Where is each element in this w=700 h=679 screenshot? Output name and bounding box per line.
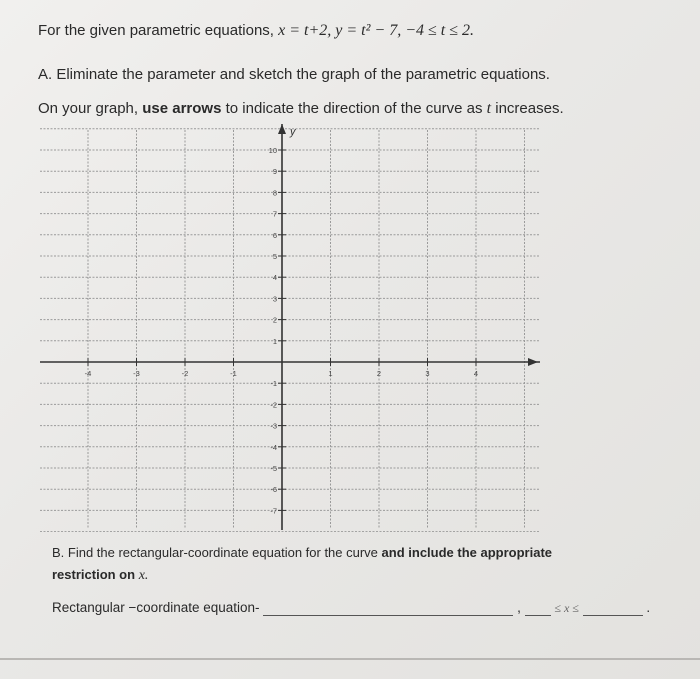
coordinate-grid[interactable]: [40, 122, 540, 532]
y-tick-label: 2: [272, 315, 277, 325]
y-axis-label: y: [290, 126, 296, 138]
y-tick-label: 9: [272, 167, 277, 177]
x-tick-label: 4: [473, 369, 479, 378]
y-tick-label: -1: [270, 379, 277, 389]
x-tick-label: -1: [230, 369, 237, 378]
answer-row: Rectangular −coordinate equation- , ≤ x ≤ .: [52, 600, 651, 615]
grid-svg[interactable]: [40, 122, 540, 532]
y-tick-label: 5: [272, 252, 277, 261]
y-tick-label: 10: [268, 146, 277, 155]
y-tick-label: -5: [270, 464, 277, 473]
answer-label: Rectangular −coordinate equation-: [52, 600, 260, 615]
x-tick-label: 2: [376, 369, 382, 378]
x-tick-label: -4: [84, 369, 92, 378]
y-tick-label: 6: [272, 230, 277, 240]
x-tick-label: -2: [181, 369, 189, 378]
arrow-instruction: On your graph, use arrows to indicate the direction of the curve as t increases.: [38, 100, 564, 117]
x-axis-arrow-icon: [528, 358, 538, 366]
x-tick-label: -3: [133, 369, 140, 378]
y-tick-label: 4: [272, 273, 277, 283]
part-a-instruction: A. Eliminate the parameter and sketch the graph of the parametric equations.: [38, 66, 550, 83]
upper-bound-blank[interactable]: [583, 600, 643, 616]
y-tick-label: 7: [272, 209, 277, 219]
y-tick-label: -2: [270, 400, 277, 410]
y-tick-label: -4: [270, 442, 277, 452]
part-b-instruction: B. Find the rectangular-coordinate equation for the curve and include the appropriate: [52, 545, 553, 560]
problem-statement: For the given parametric equations, x = t+2, y = t² − 7, −4 ≤ t ≤ 2.: [38, 22, 475, 39]
y-tick-label: 3: [272, 294, 277, 304]
y-tick-label: -6: [270, 485, 277, 495]
y-tick-label: -7: [270, 506, 277, 516]
y-tick-label: -3: [270, 421, 277, 431]
y-tick-label: 8: [272, 188, 277, 198]
x-tick-label: 1: [328, 369, 333, 378]
y-tick-label: 1: [272, 336, 277, 346]
part-b-restriction: restriction on x.: [52, 567, 149, 583]
page-divider: [0, 658, 700, 660]
parametric-equations: x = t+2, y = t² − 7, −4 ≤ t ≤ 2.: [278, 22, 475, 39]
x-tick-label: 3: [425, 369, 430, 378]
equation-blank[interactable]: [263, 600, 513, 616]
lower-bound-blank[interactable]: [525, 600, 551, 616]
